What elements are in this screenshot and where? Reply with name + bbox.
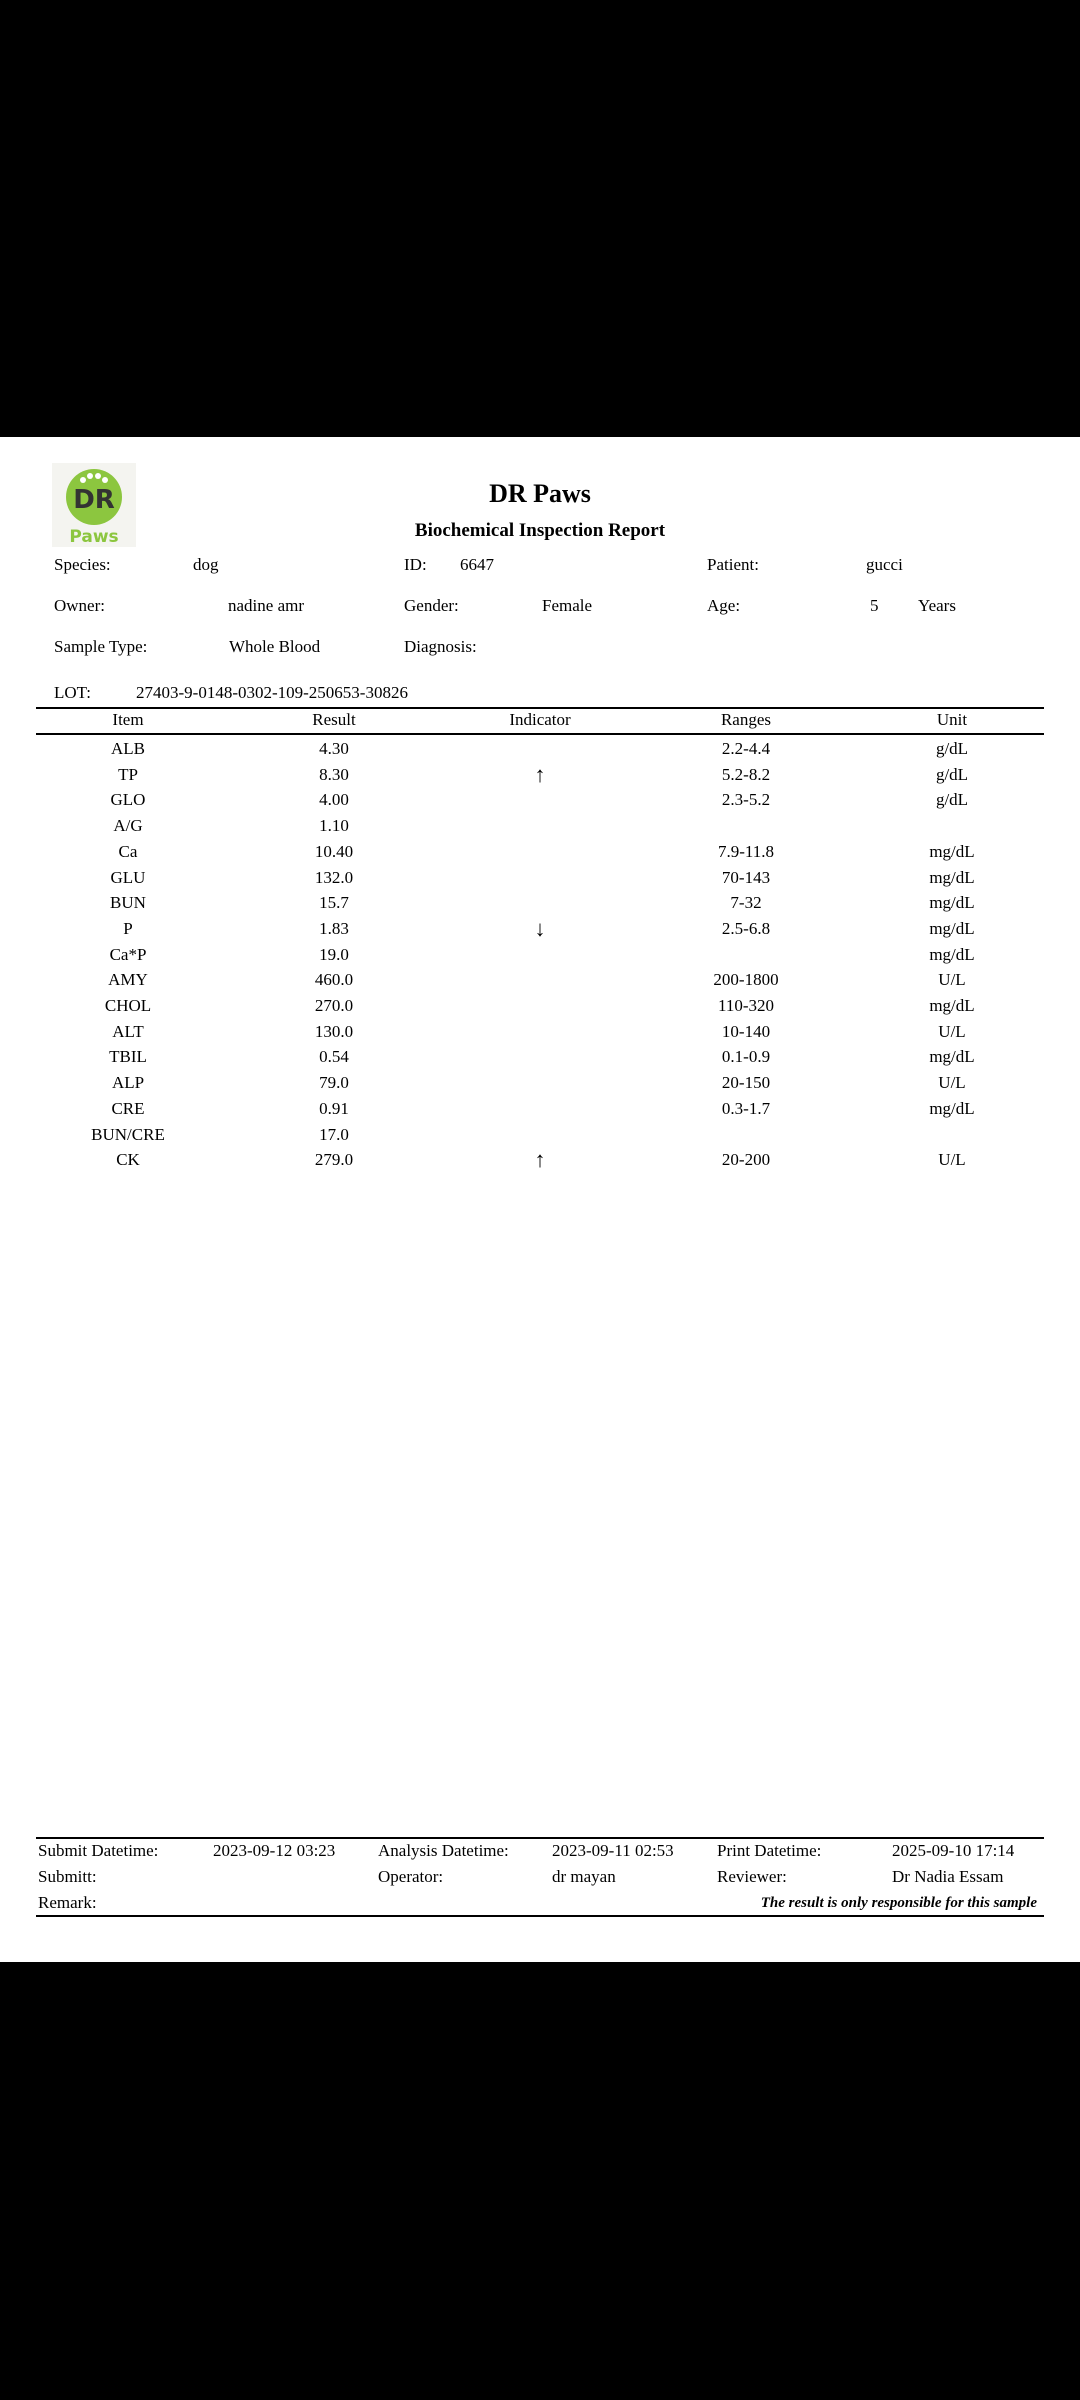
cell-item: AMY: [108, 970, 148, 990]
cell-unit: g/dL: [935, 739, 969, 758]
logo-text-bottom: Paws: [69, 527, 119, 547]
cell-range: [632, 942, 860, 968]
species-value: dog: [193, 555, 219, 574]
cell-indicator: [448, 993, 632, 1019]
cell-unit: U/L: [938, 1021, 966, 1041]
cell-item: CK: [116, 1150, 140, 1170]
cell-result: 0.91: [319, 1098, 349, 1118]
cell-indicator: [448, 1019, 632, 1045]
cell-unit: [860, 1122, 1044, 1148]
cell-indicator: [448, 890, 632, 916]
cell-indicator: ↑: [534, 761, 546, 787]
cell-range: 0.3-1.7: [721, 1098, 771, 1118]
patient-label: Patient:: [707, 555, 759, 574]
lot-value: 27403-9-0148-0302-109-250653-30826: [136, 683, 408, 702]
cell-range: 7-32: [730, 893, 762, 913]
col-header-indicator: Indicator: [509, 710, 571, 729]
cell-item: BUN: [110, 893, 146, 913]
gender-value: Female: [542, 596, 593, 615]
disclaimer: The result is only responsible for this sample: [760, 1895, 1037, 1911]
cell-item: CRE: [111, 1098, 145, 1118]
cell-item: ALB: [111, 739, 145, 758]
cell-result: 132.0: [314, 867, 354, 887]
cell-indicator: [448, 839, 632, 865]
cell-result: 17.0: [319, 1124, 349, 1144]
species-label: Species:: [54, 555, 111, 574]
table-row: [36, 1122, 1044, 1148]
cell-unit: mg/dL: [929, 944, 975, 964]
cell-range: 5.2-8.2: [721, 764, 771, 784]
cell-range: 2.2-4.4: [721, 739, 771, 758]
cell-item: CHOL: [104, 996, 152, 1016]
cell-item: P: [123, 918, 133, 938]
cell-result: 8.30: [319, 764, 349, 784]
cell-unit: U/L: [938, 970, 966, 990]
cell-indicator: [448, 813, 632, 839]
id-value: 6647: [460, 555, 494, 574]
table-row: [36, 890, 1044, 916]
age-unit: Years: [918, 596, 956, 615]
cell-range: [632, 813, 860, 839]
sample-type-label: Sample Type:: [54, 637, 148, 656]
lot-label: LOT:: [54, 683, 91, 702]
print-datetime-label: Print Datetime:: [717, 1841, 822, 1860]
cell-result: 0.54: [319, 1047, 349, 1067]
table-row: [36, 993, 1044, 1019]
cell-item: A/G: [113, 816, 143, 836]
cell-range: 10-140: [721, 1021, 771, 1041]
cell-indicator: [448, 787, 632, 813]
cell-indicator: [448, 942, 632, 968]
cell-unit: U/L: [938, 1073, 966, 1093]
age-value: 5: [870, 596, 879, 615]
cell-item: BUN/CRE: [91, 1124, 165, 1144]
table-row: [36, 762, 1044, 788]
cell-range: 2.3-5.2: [721, 790, 771, 810]
cell-result: 15.7: [319, 893, 349, 913]
table-row: [36, 1019, 1044, 1045]
logo-text-top: DR: [73, 485, 115, 515]
cell-result: 4.00: [319, 790, 349, 810]
table-row: [36, 839, 1044, 865]
table-header-rule: [36, 733, 1044, 735]
table-row: [36, 967, 1044, 993]
cell-range: 70-143: [721, 867, 771, 887]
operator-value: dr mayan: [552, 1867, 616, 1886]
cell-indicator: ↑: [534, 1147, 546, 1173]
cell-unit: mg/dL: [929, 1047, 975, 1067]
cell-range: 20-200: [721, 1150, 771, 1170]
col-header-result: Result: [312, 710, 356, 729]
owner-label: Owner:: [54, 596, 105, 615]
submit-datetime-label: Submit Datetime:: [38, 1841, 159, 1860]
cell-range: [632, 1122, 860, 1148]
cell-result: 1.10: [319, 816, 349, 836]
cell-item: ALP: [111, 1073, 145, 1093]
cell-range: 0.1-0.9: [721, 1047, 771, 1067]
cell-result: 4.30: [319, 739, 349, 758]
operator-label: Operator:: [378, 1867, 444, 1886]
cell-indicator: [448, 1096, 632, 1122]
cell-unit: mg/dL: [929, 893, 975, 913]
table-row: [36, 813, 1044, 839]
footer-bottom-rule: [36, 1915, 1044, 1917]
analysis-datetime-label: Analysis Datetime:: [378, 1841, 509, 1860]
cell-indicator: [448, 967, 632, 993]
cell-item: ALT: [112, 1021, 144, 1041]
reviewer-label: Reviewer:: [717, 1867, 787, 1886]
cell-unit: g/dL: [935, 790, 969, 810]
remark-label: Remark:: [38, 1893, 97, 1912]
id-label: ID:: [404, 555, 427, 574]
cell-unit: mg/dL: [929, 918, 975, 938]
patient-value: gucci: [866, 555, 903, 574]
owner-value: nadine amr: [228, 596, 304, 615]
cell-result: 130.0: [314, 1021, 354, 1041]
table-row: [36, 736, 1044, 762]
submitt-label: Submitt:: [38, 1867, 97, 1886]
cell-indicator: [448, 1044, 632, 1070]
analysis-datetime-value: 2023-09-11 02:53: [552, 1841, 674, 1860]
cell-indicator: [448, 865, 632, 891]
table-row: [36, 942, 1044, 968]
table-row: [36, 787, 1044, 813]
cell-result: 460.0: [314, 970, 354, 990]
report-title: Biochemical Inspection Report: [414, 520, 666, 541]
cell-indicator: [448, 1122, 632, 1148]
cell-result: 1.83: [319, 918, 349, 938]
table-row: [36, 916, 1044, 942]
results-table: [36, 736, 1044, 1173]
cell-item: TP: [118, 764, 138, 784]
cell-indicator: [448, 1070, 632, 1096]
cell-item: GLU: [110, 867, 146, 887]
cell-range: 20-150: [721, 1073, 771, 1093]
diagnosis-label: Diagnosis:: [404, 637, 477, 656]
cell-unit: U/L: [938, 1150, 966, 1170]
table-row: [36, 1147, 1044, 1173]
cell-item: TBIL: [109, 1047, 147, 1067]
col-header-unit: Unit: [936, 710, 968, 729]
cell-result: 19.0: [319, 944, 349, 964]
col-header-item: Item: [112, 710, 144, 729]
cell-result: 270.0: [314, 996, 354, 1016]
cell-unit: g/dL: [935, 764, 969, 784]
table-row: [36, 1070, 1044, 1096]
cell-indicator: ↓: [534, 915, 546, 941]
cell-indicator: [448, 736, 632, 762]
cell-item: Ca: [118, 841, 138, 861]
footer-top-rule: [36, 1837, 1044, 1839]
cell-result: 79.0: [319, 1073, 349, 1093]
cell-range: 7.9-11.8: [717, 841, 775, 861]
cell-item: Ca*P: [109, 944, 147, 964]
table-row: [36, 1096, 1044, 1122]
gender-label: Gender:: [404, 596, 459, 615]
cell-result: 279.0: [314, 1150, 354, 1170]
cell-range: 200-1800: [713, 970, 779, 990]
cell-result: 10.40: [314, 841, 354, 861]
age-label: Age:: [707, 596, 741, 615]
cell-range: 2.5-6.8: [721, 918, 771, 938]
table-top-rule: [36, 707, 1044, 709]
print-datetime-value: 2025-09-10 17:14: [892, 1841, 1015, 1860]
reviewer-value: Dr Nadia Essam: [892, 1867, 1004, 1886]
cell-unit: mg/dL: [929, 867, 975, 887]
table-row: [36, 1044, 1044, 1070]
report-page: [0, 437, 1080, 1962]
cell-range: 110-320: [717, 996, 775, 1016]
sample-type-value: Whole Blood: [229, 637, 321, 656]
cell-unit: mg/dL: [929, 1098, 975, 1118]
cell-unit: [860, 813, 1044, 839]
table-row: [36, 865, 1044, 891]
cell-unit: mg/dL: [929, 996, 975, 1016]
submit-datetime-value: 2023-09-12 03:23: [213, 1841, 336, 1860]
col-header-ranges: Ranges: [720, 710, 772, 729]
cell-item: GLO: [110, 790, 146, 810]
cell-unit: mg/dL: [929, 841, 975, 861]
clinic-name: DR Paws: [489, 479, 591, 508]
